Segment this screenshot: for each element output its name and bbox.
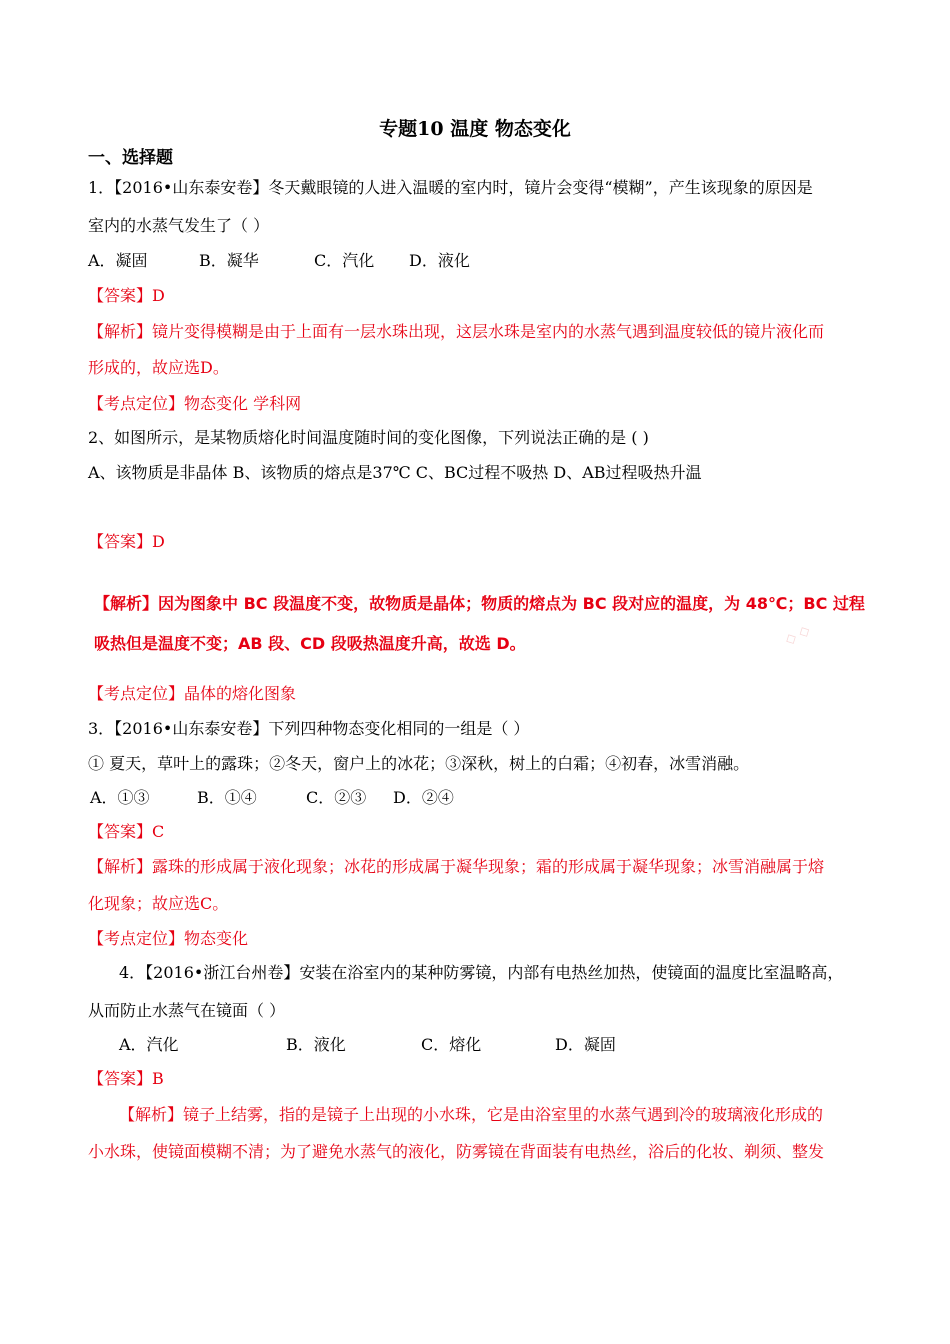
q4-option-a: A．汽化: [119, 1035, 179, 1054]
q1-stem-line1: 1．【2016•山东泰安卷】冬天戴眼镜的人进入温暖的室内时，镜片会变得“模糊”，产生该现象的原因是: [88, 178, 813, 197]
page-title: 专题10 温度 物态变化: [379, 118, 571, 140]
q4-stem-line1: 4．【2016•浙江台州卷】安装在浴室内的某种防雾镜，内部有电热丝加热，使镜面的温度比室温略高，: [119, 963, 844, 982]
q1-option-a: A．凝固: [88, 251, 148, 270]
q4-answer: 【答案】B: [88, 1069, 164, 1088]
q1-analysis-line2: 形成的，故应选D。: [88, 358, 229, 377]
q2-stem: 2、如图所示，是某物质熔化时间温度随时间的变化图像，下列说法正确的是 ( ): [88, 428, 649, 447]
q4-stem-line2: 从而防止水蒸气在镜面（ ）: [88, 1001, 286, 1020]
q1-option-d: D．液化: [409, 251, 470, 270]
q4-option-d: D．凝固: [555, 1035, 616, 1054]
q4-analysis-line2: 小水珠，使镜面模糊不清；为了避免水蒸气的液化，防雾镜在背面装有电热丝，浴后的化妆、剃须、整发: [88, 1142, 825, 1161]
q2-analysis-line1: 【解析】因为图象中 BC 段温度不变，故物质是晶体；物质的熔点为 BC 段对应的温度，为 48℃；BC 过程: [94, 594, 865, 613]
q2-point: 【考点定位】晶体的熔化图象: [88, 684, 297, 703]
q3-items: ① 夏天，草叶上的露珠；②冬天，窗户上的冰花；③深秋，树上的白霜；④初春，冰雪消融。: [88, 754, 750, 773]
q2-options: A、该物质是非晶体 B、该物质的熔点是37℃ C、BC过程不吸热 D、AB过程吸热升温: [88, 463, 702, 482]
q1-answer: 【答案】D: [88, 286, 165, 305]
q1-option-b: B．凝华: [199, 251, 259, 270]
q4-analysis-line1: 【解析】镜子上结雾，指的是镜子上出现的小水珠，它是由浴室里的水蒸气遇到冷的玻璃液化形成的: [119, 1105, 824, 1124]
q3-analysis-line2: 化现象；故应选C。: [88, 894, 229, 913]
q3-option-c: C．②③: [306, 788, 367, 807]
section-heading: 一、选择题: [88, 148, 173, 168]
q1-option-c: C．汽化: [314, 251, 375, 270]
q2-answer: 【答案】D: [88, 532, 165, 551]
q3-option-d: D．②④: [393, 788, 454, 807]
q1-point: 【考点定位】物态变化 学科网: [88, 394, 302, 413]
q4-option-c: C．熔化: [421, 1035, 482, 1054]
q2-analysis-line2: 吸热但是温度不变；AB 段、CD 段吸热温度升高，故选 D。: [94, 634, 526, 653]
q3-option-a: A．①③: [90, 788, 150, 807]
q3-point: 【考点定位】物态变化: [88, 929, 249, 948]
q4-option-b: B．液化: [286, 1035, 346, 1054]
q3-analysis-line1: 【解析】露珠的形成属于液化现象；冰花的形成属于凝华现象；霜的形成属于凝华现象；冰雪消融属于熔: [88, 857, 825, 876]
q3-option-b: B．①④: [197, 788, 257, 807]
q1-analysis-line1: 【解析】镜片变得模糊是由于上面有一层水珠出现，这层水珠是室内的水蒸气遇到温度较低的镜片液化而: [88, 322, 825, 341]
q1-stem-line2: 室内的水蒸气发生了（ ）: [88, 216, 270, 235]
q3-answer: 【答案】C: [88, 822, 165, 841]
q3-stem: 3．【2016•山东泰安卷】下列四种物态变化相同的一组是（ ）: [88, 719, 530, 738]
watermark-icon: ◇ ◇: [782, 622, 813, 649]
